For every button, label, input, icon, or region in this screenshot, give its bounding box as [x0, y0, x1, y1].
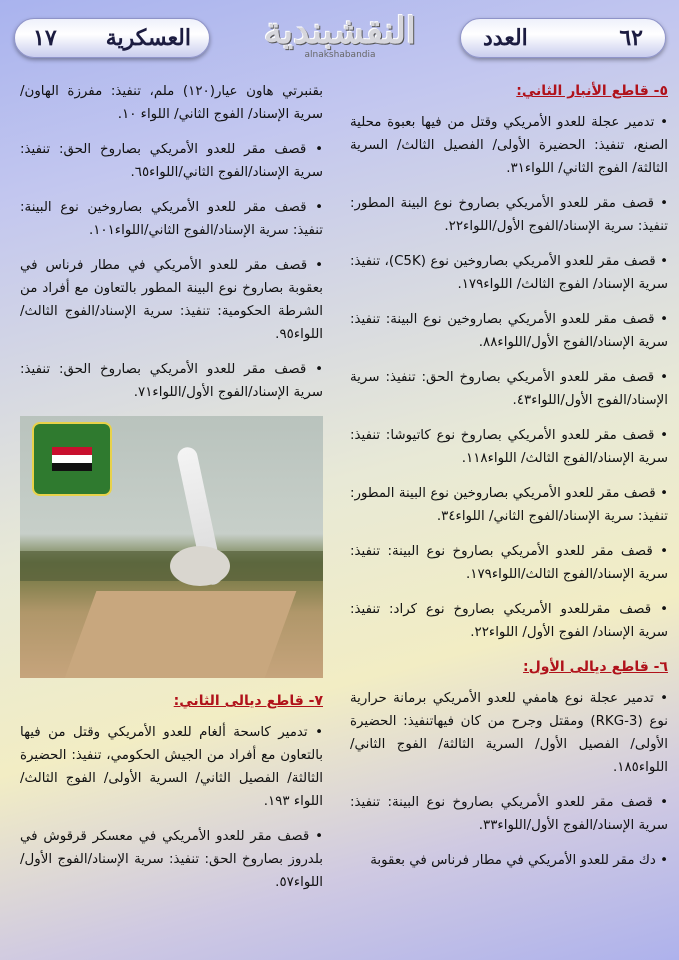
launch-smoke-cloud	[170, 546, 230, 586]
list-item: • قصف مقر للعدو الأمريكي بصاروخين نوع البينة المطور: تنفيذ: سرية الإسناد/الفوج الثاني/ اللواء٣٤.	[350, 482, 668, 528]
section-heading-diyala-2: ٧- قاطع ديالى الثاني:	[173, 693, 323, 709]
list-item: • قصف مقر للعدو الأمريكي بصاروخ الحق: تنفيذ: سرية الإسناد/الفوج الثاني/اللواء٦٥.	[20, 138, 323, 184]
right-column	[350, 80, 668, 884]
section-label: العسكرية	[105, 25, 191, 51]
list-item: • تدمير كاسحة ألغام للعدو الأمريكي وقتل من فيها بالتعاون مع أفراد من الجيش الحكومي، تنفيذ: الحضيرة الثالثة/ الفصيل الثاني/ السرية الأولى/ الفوج الثالث/ اللواء ١٩٣.	[20, 721, 323, 813]
list-item: • تدمير عجلة نوع هامفي للعدو الأمريكي برمانة حرارية نوع (RKG-3) ومقتل وجرح من كان فيهاتنفيذ: الحضيرة الأولى/ الفصيل الأول/ السرية الثالثة/ الفوج الثاني/ اللواء١٨٥.	[350, 687, 668, 779]
list-item: • قصف مقر للعدو الأمريكي في معسكر قرقوش في بلدروز بصاروخ الحق: تنفيذ: سرية الإسناد/الفوج الأول/اللواء٥٧.	[20, 825, 323, 894]
list-item: • قصف مقر للعدو الأمريكي بصاروخ نوع البينة: تنفيذ: سرية الإسناد/الفوج الأول/اللواء٣٣.	[350, 791, 668, 837]
page-number: ١٧	[33, 25, 57, 51]
section-heading-anbar-2: ٥- قاطع الأنبار الثاني:	[516, 83, 668, 99]
list-item: • قصف مقر للعدو الأمريكي بصاروخ نوع البينة المطور: تنفيذ: سرية الإسناد/الفوج الأول/اللواء٢٢.	[350, 192, 668, 238]
issue-number: ٦٢	[619, 25, 643, 51]
list-item: • قصف مقر للعدو الأمريكي بصاروخ نوع البينة: تنفيذ: سرية الإسناد/الفوج الثالث/اللواء١٧٩.	[350, 540, 668, 586]
list-item: • قصف مقر للعدو الأمريكي بصاروخ نوع كاتيوشا: تنفيذ: سرية الإسناد/الفوج الثالث/ اللواء١١٨.	[350, 424, 668, 470]
list-item: • قصف مقر للعدو الأمريكي بصاروخ الحق: تنفيذ: سرية الإسناد/الفوج الأول/اللواء٧١.	[20, 358, 323, 404]
issue-pill	[460, 18, 666, 58]
list-item: • قصف مقر للعدو الأمريكي بصاروخين نوع (C5K)، تنفيذ: سرية الإسناد/ الفوج الثالث/ اللواء١٧٩.	[350, 250, 668, 296]
masthead-logo	[240, 10, 440, 70]
section-heading-diyala-1: ٦- قاطع ديالى الأول:	[523, 659, 668, 675]
rocket-launch-photo	[20, 416, 323, 678]
list-item: • دك مقر للعدو الأمريكي في مطار فرناس في بعقوبة	[350, 849, 668, 872]
continued-text: بقنبرتي هاون عيار(١٢٠) ملم، تنفيذ: مفرزة الهاون/ سرية الإسناد/ الفوج الثاني/ اللواء ١٠.	[20, 84, 323, 122]
list-item: • قصف مقر للعدو الأمريكي في مطار فرناس في بعقوبة بصاروخ نوع البينة المطور بالتعاون مع أفراد من الشرطة الحكومية: تنفيذ: سرية الإسناد/الفوج الثالث/اللواء٩٥.	[20, 254, 323, 346]
list-item: • قصف مقر للعدو الأمريكي بصاروخ الحق: تنفيذ: سرية الإسناد/الفوج الأول/اللواء٤٣.	[350, 366, 668, 412]
masthead-latin: alnakshabandia	[304, 50, 376, 60]
list-item: • قصف مقر للعدو الأمريكي بصاروخين نوع البينة: تنفيذ: سرية الإسناد/الفوج الثاني/اللواء١٠١.	[20, 196, 323, 242]
list-item: • تدمير عجلة للعدو الأمريكي وقتل من فيها بعبوة محلية الصنع، تنفيذ: الحضيرة الأولى/ الفصيل الثالث/ السرية الثالثة/ الفوج الثاني/ اللواء٣١.	[350, 111, 668, 180]
issue-label: العدد	[483, 25, 528, 51]
list-item: • قصف مقر للعدو الأمريكي بصاروخين نوع البينة: تنفيذ: سرية الإسناد/الفوج الأول/اللواء٨٨.	[350, 308, 668, 354]
list-item: • قصف مقرللعدو الأمريكي بصاروخ نوع كراد: تنفيذ: سرية الإسناد/ الفوج الأول/ اللواء٢٢.	[350, 598, 668, 644]
dirt-road	[64, 591, 297, 678]
page-header	[0, 0, 679, 72]
emblem-logo	[32, 422, 112, 496]
flag-icon	[52, 447, 92, 471]
masthead-name: النقشبندية	[263, 10, 417, 52]
left-column	[20, 80, 323, 906]
section-pill	[14, 18, 210, 58]
